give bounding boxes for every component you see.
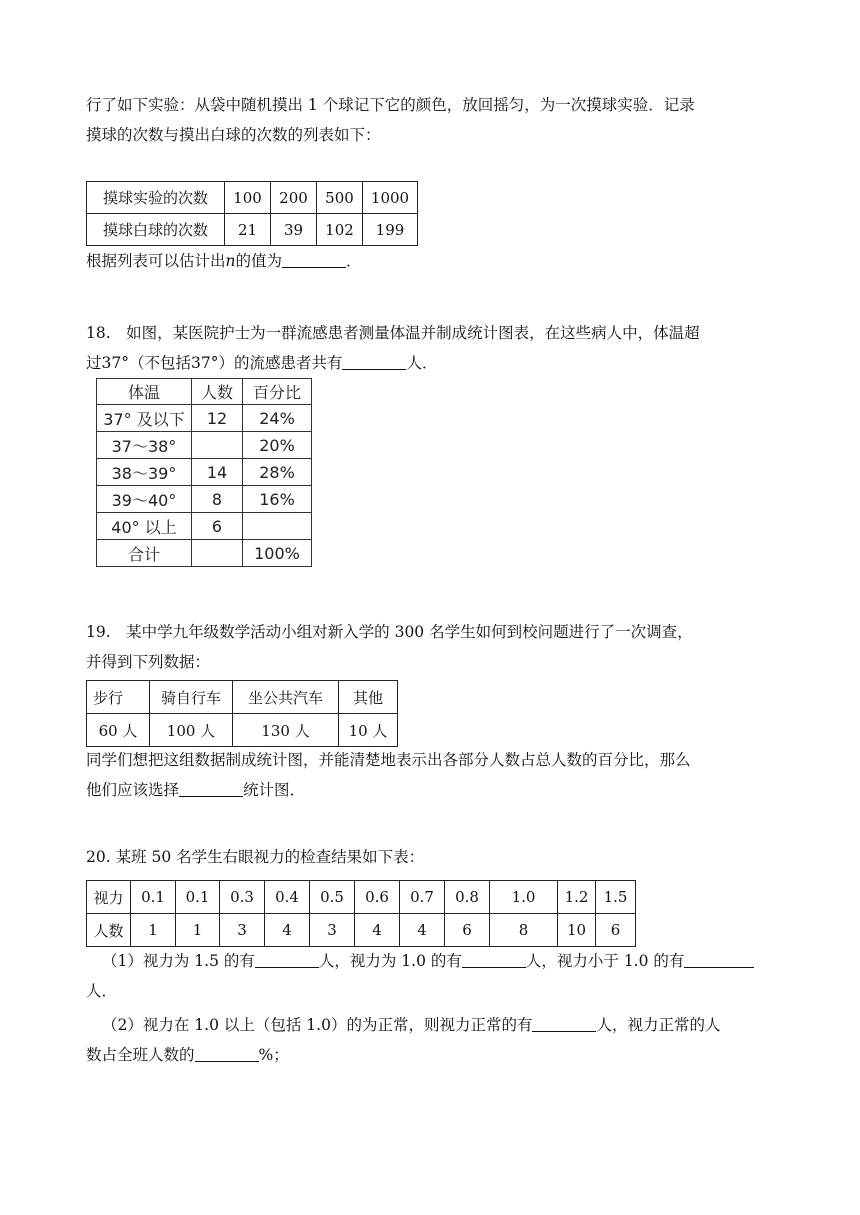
q17-answer-prefix: 根据列表可以估计出 (86, 252, 226, 270)
table-cell: 体温 (97, 379, 192, 405)
q19-text (86, 617, 770, 677)
q18-text (86, 318, 770, 378)
q20-p2-b: 人，视力正常的人 (596, 1016, 721, 1034)
table-cell: 6 (445, 914, 490, 947)
table-cell: 摸球白球的次数 (87, 214, 225, 246)
table-cell: 人数 (192, 379, 243, 405)
table-row (87, 681, 398, 714)
answer-blank[interactable] (282, 250, 346, 268)
table-cell: 39 (271, 214, 317, 246)
table-cell: 10 (558, 914, 596, 947)
table-cell: 3 (220, 914, 265, 947)
q17-variable-n: n (225, 252, 236, 270)
table-cell: 0.8 (445, 881, 490, 914)
q20-vision-table (86, 880, 636, 947)
table-cell: 37～38° (97, 432, 192, 459)
q18-line1: 18. 如图，某医院护士为一群流感患者测量体温并制成统计图表，在这些病人中，体温超 (86, 324, 700, 342)
table-cell: 视力 (87, 881, 131, 914)
table-cell: 坐公共汽车 (233, 681, 339, 714)
q18-line2-suffix: 人． (406, 354, 438, 372)
q19-after1: 同学们想把这组数据制成统计图，并能清楚地表示出各部分人数占总人数的百分比，那么 (86, 751, 691, 769)
table-cell: 0.1 (176, 881, 220, 914)
table-cell: 0.7 (400, 881, 445, 914)
table-cell: 39～40° (97, 486, 192, 513)
table-cell: 130 人 (233, 714, 339, 747)
table-cell: 人数 (87, 914, 131, 947)
q20-p1-c: 人，视力小于 1.0 的有 (525, 952, 685, 970)
q19-after2-suffix: 统计图． (243, 781, 306, 799)
table-cell: 500 (317, 182, 363, 214)
table-row (87, 881, 636, 914)
table-cell (192, 432, 243, 459)
table-cell: 3 (310, 914, 355, 947)
table-cell: 0.1 (131, 881, 176, 914)
table-cell: 10 人 (339, 714, 398, 747)
q19-line2: 并得到下列数据： (86, 653, 211, 671)
answer-blank[interactable] (684, 950, 754, 968)
q19-question (86, 745, 770, 805)
table-cell: 百分比 (243, 379, 312, 405)
table-cell: 200 (271, 182, 317, 214)
q20-p2-c: 数占全班人数的 (86, 1046, 195, 1064)
table-cell: 24% (243, 405, 312, 432)
table-cell: 4 (265, 914, 310, 947)
answer-blank[interactable] (195, 1044, 259, 1062)
table-cell: 1 (176, 914, 220, 947)
q17-text (86, 90, 770, 150)
table-cell: 28% (243, 459, 312, 486)
table-cell: 6 (596, 914, 636, 947)
table-cell: 骑自行车 (150, 681, 233, 714)
table-cell (243, 513, 312, 540)
table-cell: 6 (192, 513, 243, 540)
table-row (87, 914, 636, 947)
table-cell: 1.2 (558, 881, 596, 914)
table-cell: 0.3 (220, 881, 265, 914)
q20-p2-a: （2）视力在 1.0 以上（包括 1.0）的为正常，则视力正常的有 (102, 1016, 533, 1034)
table-cell: 12 (192, 405, 243, 432)
table-cell: 60 人 (87, 714, 150, 747)
table-cell: 100 (225, 182, 271, 214)
table-cell: 1 (131, 914, 176, 947)
q17-answer-mid: 的值为 (235, 252, 283, 270)
q17-answer-suffix: ． (346, 252, 362, 270)
table-row (97, 540, 312, 567)
table-cell: 0.6 (355, 881, 400, 914)
q19-line1: 19. 某中学九年级数学活动小组对新入学的 300 名学生如何到校问题进行了一次调查， (86, 623, 693, 641)
q20-text (86, 842, 770, 872)
q17-line2: 摸球的次数与摸出白球的次数的列表如下： (86, 126, 381, 144)
q20-p1-b: 人，视力为 1.0 的有 (318, 952, 462, 970)
table-cell: 1.0 (490, 881, 558, 914)
answer-blank[interactable] (255, 950, 319, 968)
table-row (97, 513, 312, 540)
table-cell: 1.5 (596, 881, 636, 914)
table-cell: 100 人 (150, 714, 233, 747)
table-cell: 0.5 (310, 881, 355, 914)
table-cell: 步行 (87, 681, 150, 714)
q20-p2-d: %； (258, 1046, 289, 1064)
q19-after2-prefix: 他们应该选择 (86, 781, 180, 799)
q20-part1 (86, 946, 770, 1006)
table-cell: 100% (243, 540, 312, 567)
table-cell: 4 (355, 914, 400, 947)
table-cell: 40° 以上 (97, 513, 192, 540)
table-cell: 1000 (363, 182, 418, 214)
table-cell: 199 (363, 214, 418, 246)
table-cell: 其他 (339, 681, 398, 714)
table-cell: 0.4 (265, 881, 310, 914)
table-row (97, 405, 312, 432)
q20-part2 (86, 1010, 770, 1070)
q19-table (86, 680, 398, 747)
table-cell: 21 (225, 214, 271, 246)
q18-temperature-table (96, 378, 312, 567)
table-cell: 20% (243, 432, 312, 459)
table-cell: 38～39° (97, 459, 192, 486)
answer-blank[interactable] (532, 1014, 596, 1032)
q20-p1-d: 人． (86, 982, 118, 1000)
q18-line2-prefix: 过37°（不包括37°）的流感患者共有 (86, 354, 343, 372)
answer-blank[interactable] (462, 950, 526, 968)
table-cell: 8 (192, 486, 243, 513)
answer-blank[interactable] (179, 779, 243, 797)
table-cell: 4 (400, 914, 445, 947)
table-row (97, 486, 312, 513)
table-cell: 37° 及以下 (97, 405, 192, 432)
q17-table (86, 181, 418, 246)
table-cell: 14 (192, 459, 243, 486)
table-cell: 102 (317, 214, 363, 246)
table-row (97, 432, 312, 459)
table-cell (192, 540, 243, 567)
q20-p1-a: （1）视力为 1.5 的有 (102, 952, 255, 970)
q17-answer-line (86, 246, 770, 276)
q17-line1: 行了如下实验：从袋中随机摸出 1 个球记下它的颜色，放回摇匀，为一次摸球实验．记录 (86, 96, 695, 114)
table-row (87, 214, 418, 246)
table-row (87, 182, 418, 214)
table-cell: 合计 (97, 540, 192, 567)
table-cell: 16% (243, 486, 312, 513)
table-row (97, 459, 312, 486)
table-row (87, 714, 398, 747)
answer-blank[interactable] (342, 352, 406, 370)
table-row (97, 379, 312, 405)
table-cell: 8 (490, 914, 558, 947)
q20-line1: 20. 某班 50 名学生右眼视力的检查结果如下表： (86, 848, 425, 866)
table-cell: 摸球实验的次数 (87, 182, 225, 214)
